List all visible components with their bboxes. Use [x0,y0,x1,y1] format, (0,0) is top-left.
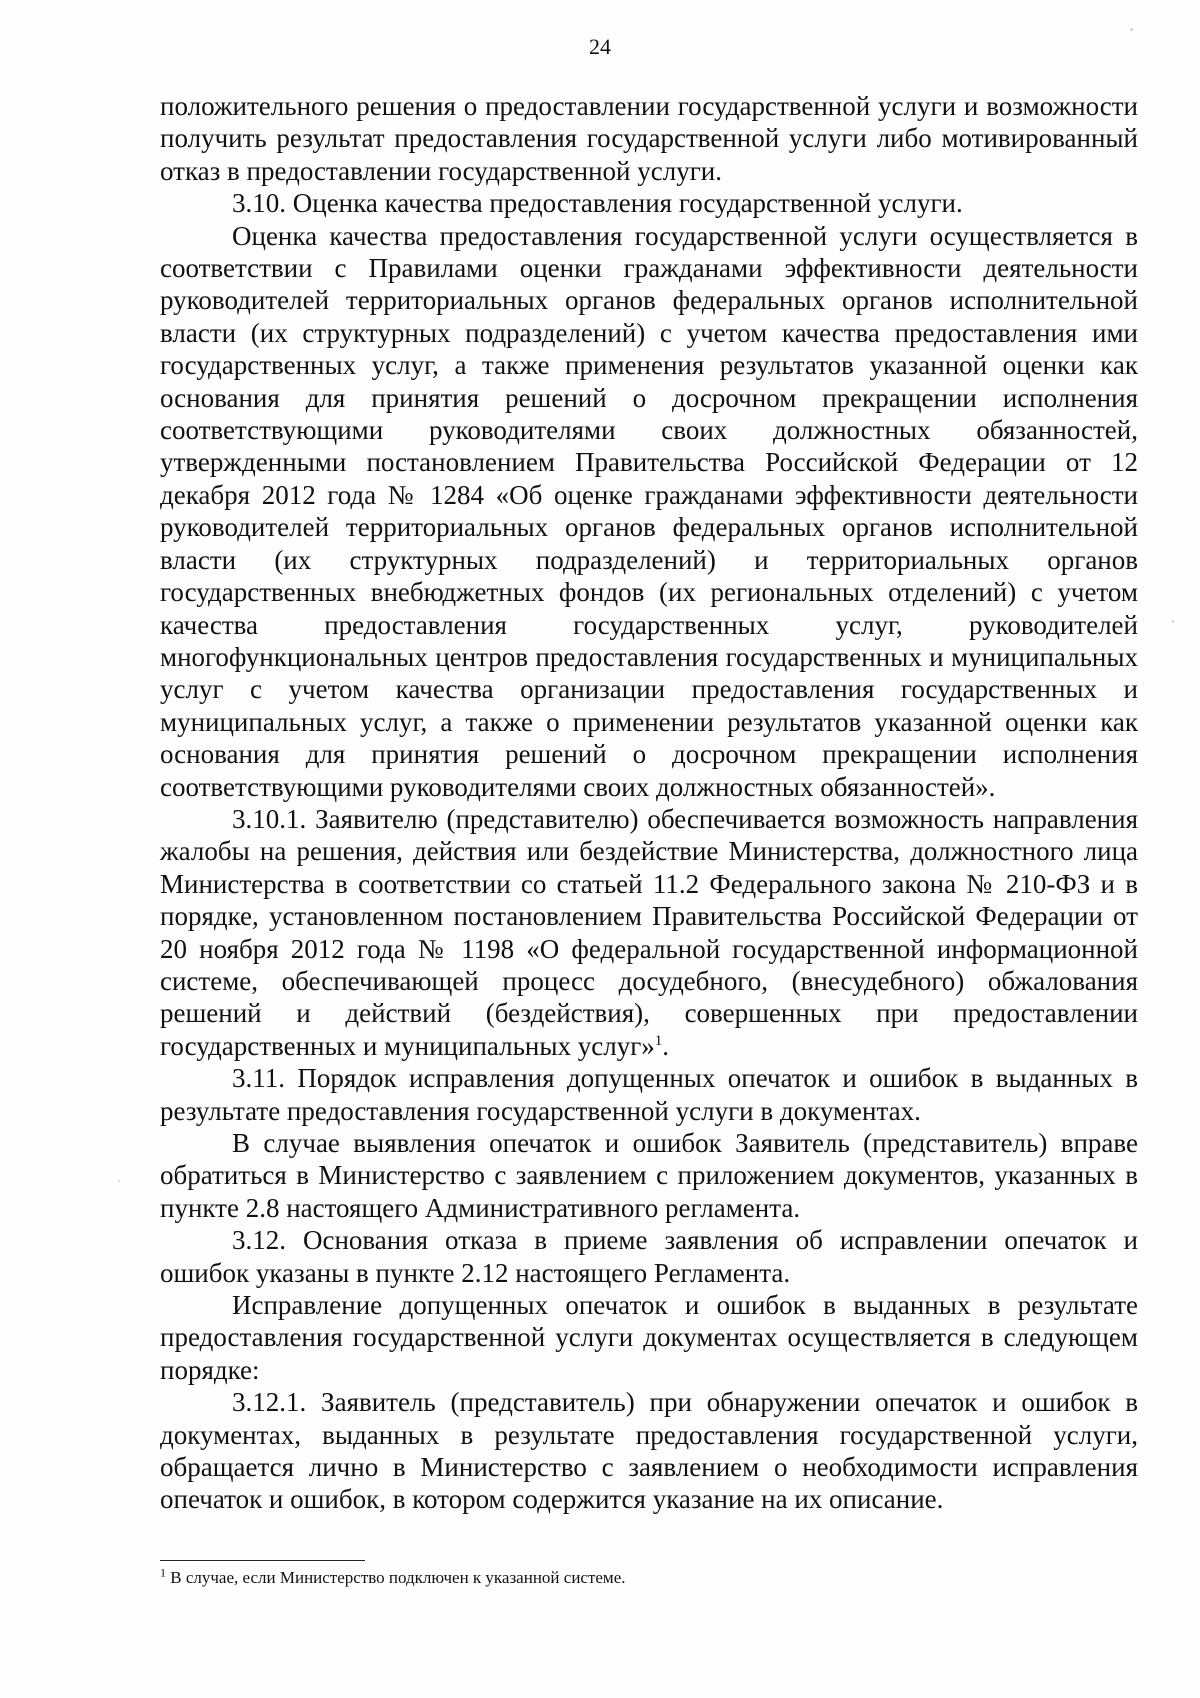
scan-noise [1172,620,1174,623]
section-heading-3-10: 3.10. Оценка качества предоставления государственной услуги. [232,188,963,219]
page-number: 24 [589,34,611,59]
footnote-separator [160,1560,365,1561]
footnote-reference: 1 [654,1032,663,1049]
paragraph-3-12-1: 3.12.1. Заявитель (представитель) при обнаружении опечаток и ошибок в документах, выданных в результате предоставления государственной услуги, обращается лично в Министерство с заявлением о необходимости исправления опечаток и ошибок, в котором содержится указание на их описание. [160,1387,1138,1515]
paragraph-correction-procedure: Исправление допущенных опечаток и ошибок в выданных в результате предоставления государственной услуги документах осуществляется в следующем порядке: [160,1290,1138,1385]
footnote-marker: 1 [160,1565,166,1580]
footnote [160,1567,1138,1589]
scan-noise [1130,28,1133,31]
paragraph-quality-assessment: Оценка качества предоставления государственной услуги осуществляется в соответствии с Правилами оценки гражданами эффективности деятельности руководителей территориальных органов федеральных органов исполнительной власти (их структурных подразделений) с учетом качества предоставления ими государственных услуг, а также применения результатов указанной оценки как основания для принятия решений о досрочном прекращении исполнения соответствующими руководителями своих должностных обязанностей, утвержденными постановлением Правительства Российской Федерации от 12 декабря 2012 года № 1284 «Об оценке гражданами эффективности деятельности руководителей территориальных органов федеральных органов исполнительной власти (их структурных подразделений) и территориальных органов государственных внебюджетных фондов (их региональных отделений) с учетом качества предоставления государственных услуг, руководителей многофункциональных центров предоставления государственных и муниципальных услуг с учетом качества организации предоставления государственных и муниципальных услуг, а также о применении результатов указанной оценки как основания для принятия решений о досрочном прекращении исполнения соответствующими руководителями своих должностных обязанностей». [160,220,1138,802]
footnote-text: В случае, если Министерство подключен к указанной системе. [166,1568,626,1587]
section-heading-3-11: 3.11. Порядок исправления допущенных опечаток и ошибок в выданных в результате предоставления государственной услуги в документах. [160,1063,1138,1126]
section-heading-3-12: 3.12. Основания отказа в приеме заявления об исправлении опечаток и ошибок указаны в пункте 2.12 настоящего Регламента. [160,1225,1138,1288]
scan-noise [118,1180,120,1182]
paragraph-continuation: положительного решения о предоставлении государственной услуги и возможности получить результат предоставления государственной услуги либо мотивированный отказ в предоставлении государственной услуги. [160,91,1138,186]
paragraph-error-detection: В случае выявления опечаток и ошибок Заявитель (представитель) вправе обратиться в Министерство с заявлением с приложением документов, указанных в пункте 2.8 настоящего Административного регламента. [160,1128,1138,1223]
paragraph-3-10-1: 3.10.1. Заявителю (представителю) обеспечивается возможность направления жалобы на решения, действия или бездействие Министерства, должностного лица Министерства в соответствии со статьей 11.2 Федерального закона № 210-ФЗ и в порядке, установленном постановлением Правительства Российской Федерации от 20 ноября 2012 года № 1198 «О федеральной государственной информационной системе, обеспечивающей процесс досудебного, (внесудебного) обжалования решений и действий (бездействия), совершенных при предоставлении государственных и муниципальных услуг»$^1$. [160,803,1138,1061]
document-body [160,90,1138,1516]
paragraph-3-10-1-text: 3.10.1. Заявителю (представителю) обеспечивается возможность направления жалобы на решения, действия или бездействие Министерства, должностного лица Министерства в соответствии со статьей 11.2 Федерального закона № 210-ФЗ и в порядке, установленном постановлением Правительства Российской Федерации от 20 ноября 2012 года № 1198 «О федеральной государственной информационной системе, обеспечивающей процесс досудебного, (внесудебного) обжалования решений и действий (бездействия), совершенных при предоставлении государственных и муниципальных услуг» [160,803,1138,1061]
